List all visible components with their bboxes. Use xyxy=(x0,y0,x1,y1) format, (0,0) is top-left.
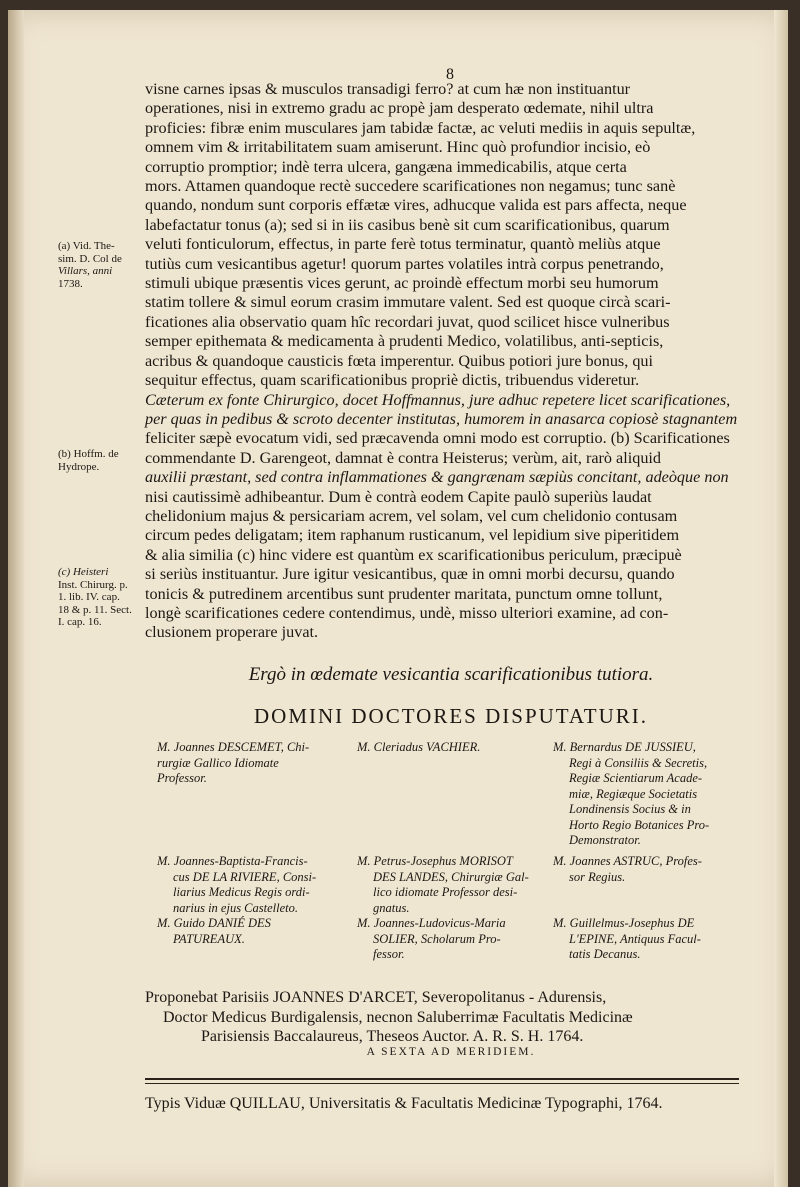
note-line: 1. lib. IV. cap. xyxy=(58,591,120,603)
doctor-line: M. Cleriadus VACHIER. xyxy=(357,740,481,754)
doctor-line: M. Joannes-Baptista-Francis- xyxy=(157,854,308,868)
doctor-line: M. Guillelmus-Josephus DE xyxy=(553,916,695,930)
divider-rule xyxy=(145,1078,739,1080)
note-line: Inst. Chirurg. p. xyxy=(58,578,128,591)
body-line: visne carnes ipsas & musculos transadigi ferro? at cum hæ non instituantur xyxy=(145,80,631,98)
body-line: chelidonium majus & persicariam acrem, vel solam, vel cum chelidonio contusam xyxy=(145,506,678,525)
doctor-line: miæ, Regiæque Societatis xyxy=(569,786,698,801)
doctor-entry xyxy=(553,916,753,963)
doctor-line: liarius Medicus Regis ordi- xyxy=(173,885,310,899)
doctor-line: tatis Decanus. xyxy=(569,947,641,961)
doctor-line: M. Joannes DESCEMET, Chi- xyxy=(157,740,310,754)
body-line: statim tollere & simul eorum crasim immutare valent. Sed est quoque circà scari- xyxy=(145,293,671,312)
body-line: & alia similia (c) hinc videre est quantùm ex scarificationibus periculum, præcipuè xyxy=(145,545,682,564)
body-line: auxilii præstant, sed contra inflammationes & gangrænam sæpiùs concitant, adeòque non xyxy=(145,468,729,487)
body-line: operationes, nisi in extremo gradu ac propè jam desperato œdemate, nihil ultra xyxy=(145,99,654,118)
doctor-line: rurgiæ Gallico Idiomate xyxy=(157,755,279,770)
doctor-entry xyxy=(157,916,357,947)
note-line: sim. D. Col de xyxy=(58,252,122,265)
body-line: si seriùs instituantur. Jure igitur vesicantibus, quæ in omni morbi decursu, quando xyxy=(145,565,675,584)
doctor-entry xyxy=(357,854,557,916)
body-line: clusionem properare juvat. xyxy=(145,623,319,642)
body-line: proficies: fibræ enim musculares jam tabidæ factæ, ac veluti mediis in aquis sepultæ, xyxy=(145,118,696,137)
body-line: labefactatur tonus (a); sed si in iis casibus benè sit cum scarificationibus, quarum xyxy=(145,215,670,234)
note-line: Villars, anni xyxy=(58,265,113,277)
note-line: (c) Heisteri xyxy=(58,566,109,578)
note-line: Hydrope. xyxy=(58,460,100,473)
note-line: 1738. xyxy=(58,277,83,290)
doctor-line: M. Guido DANIÉ DES xyxy=(157,916,271,930)
body-line: Cæterum ex fonte Chirurgico, docet Hoffmannus, jure adhuc repetere licet scarificationes, xyxy=(145,390,731,409)
doctor-entry xyxy=(553,740,753,849)
body-line: quando, nondum sunt corporis effætæ vires, adhucque valida est pars affecta, neque xyxy=(145,196,687,215)
doctor-line: Professor. xyxy=(157,771,207,785)
doctor-line: gnatus. xyxy=(373,900,410,915)
doctor-entry xyxy=(357,740,557,756)
body-line: stimuli ubique præsentis vices gerunt, ac proindè effectum morbi seu humorum xyxy=(145,274,659,293)
proponebat-line: Doctor Medicus Burdigalensis, necnon Saluberrimæ Facultatis Medicinæ xyxy=(163,1008,633,1026)
page-edge xyxy=(774,10,788,1187)
note-line: (a) Vid. The- xyxy=(58,240,115,252)
doctors-heading: DOMINI DOCTORES DISPUTATURI. xyxy=(253,704,649,728)
doctor-line: M. Bernardus DE JUSSIEU, xyxy=(553,740,696,754)
doctor-entry xyxy=(157,740,357,787)
body-line: ficationes alia observatio quam hîc recordari juvat, quod scilicet hisce vulneribus xyxy=(145,312,670,331)
body-line: corruptio promptior; indè terra ulcera, gangæna immedicabilis, atque certa xyxy=(145,157,627,176)
doctor-line: Horto Regio Botanices Pro- xyxy=(569,817,710,832)
doctor-entry xyxy=(357,916,557,963)
body-line: longè scarificationes cedere contendimus, undè, misso ulteriori examine, ad con- xyxy=(145,603,669,622)
note-line: I. cap. 16. xyxy=(58,616,102,628)
body-line: sequitur effectus, quam scarificationibus propriè dictis, tribuendus videretur. xyxy=(145,371,640,390)
doctor-line: lico idiomate Professor desi- xyxy=(373,885,518,899)
doctor-entry xyxy=(157,854,357,916)
body-line: nisi cautissimè adhibeantur. Dum è contrà eodem Capite paulò superiùs laudat xyxy=(145,487,652,506)
margin-note-a xyxy=(58,240,148,290)
doctor-line: Regi à Consiliis & Secretis, xyxy=(569,755,708,770)
page-number: 8 xyxy=(446,66,454,83)
doctor-line: sor Regius. xyxy=(569,869,626,884)
margin-note-c xyxy=(58,566,148,629)
page-spine xyxy=(8,10,24,1187)
doctor-line: cus DE LA RIVIERE, Consi- xyxy=(173,869,317,884)
doctor-line: L'EPINE, Antiquus Facul- xyxy=(569,931,701,946)
doctor-line: DES LANDES, Chirurgiæ Gal- xyxy=(373,869,529,884)
doctor-line: Demonstrator. xyxy=(569,833,641,847)
body-line: veluti fonticulorum, effectus, in parte ferè totus terminatur, quantò meliùs atque xyxy=(145,235,661,254)
divider-rule-thin xyxy=(145,1083,739,1084)
doctor-line: narius in ejus Castelleto. xyxy=(173,900,298,915)
note-line: 18 & p. 11. Sect. xyxy=(58,603,132,616)
doctor-line: Londinensis Socius & in xyxy=(569,802,691,816)
body-line: mors. Attamen quandoque rectè succedere scarificationes non negamus; tunc sanè xyxy=(145,177,676,196)
doctor-line: SOLIER, Scholarum Pro- xyxy=(373,931,501,946)
margin-note-b xyxy=(58,448,148,473)
doctor-line: Regiæ Scientiarum Acade- xyxy=(569,771,703,785)
doctor-line: M. Joannes ASTRUC, Profes- xyxy=(553,854,702,868)
printer-imprint: Typis Viduæ QUILLAU, Universitatis & Facultatis Medicinæ Typographi, 1764. xyxy=(145,1095,663,1112)
note-line: (b) Hoffm. de xyxy=(58,448,119,460)
doctor-line: PATUREAUX. xyxy=(173,931,245,946)
body-line: tutiùs cum vesicantibus agetur! quorum partes volatiles intrà corpus penetrando, xyxy=(145,254,664,273)
body-line: feliciter sæpè evocatum vidi, sed præcavenda omni modo est corruptio. (b) Scarificationes xyxy=(145,429,730,448)
time-line: A SEXTA AD MERIDIEM. xyxy=(366,1046,536,1058)
thesis-conclusion: Ergò in œdemate vesicantia scarificationibus tutiora. xyxy=(248,664,654,685)
doctors-list xyxy=(145,740,765,985)
proponebat-line: Parisiensis Baccalaureus, Theseos Auctor. A. R. S. H. 1764. xyxy=(201,1028,584,1045)
body-text xyxy=(145,80,757,643)
doctor-line: M. Joannes-Ludovicus-Maria xyxy=(357,916,506,930)
body-line: semper epithemata & medicamenta à prudenti Medico, volatilibus, anti-septicis, xyxy=(145,332,664,351)
body-line: acribus & quandoque causticis fœta imperentur. Quibus potiori jure bonus, qui xyxy=(145,351,654,370)
proponebat-line: Proponebat Parisiis JOANNES D'ARCET, Severopolitanus - Adurensis, xyxy=(145,989,607,1006)
doctor-line: M. Petrus-Josephus MORISOT xyxy=(357,854,513,868)
doctor-line: fessor. xyxy=(373,947,405,961)
body-line: tonicis & putredinem arcentibus sunt prudenter maritata, punctum omne tollunt, xyxy=(145,584,663,603)
body-line: omnem vim & irritabilitatem suam amiserunt. Hinc quò profundior incisio, eò xyxy=(145,138,651,157)
proponebat-block xyxy=(145,988,765,1047)
doctor-entry xyxy=(553,854,753,885)
body-line: per quas in pedibus & scroto decenter institutas, humorem in anasarca copiosè stagnantem xyxy=(145,409,738,428)
body-line: commendante D. Garengeot, damnat è contra Heisterus; verùm, ait, rarò aliquid xyxy=(145,448,662,467)
body-line: circum pedes deligatam; item raphanum rusticanum, vel lepidium sive piperitidem xyxy=(145,526,680,545)
